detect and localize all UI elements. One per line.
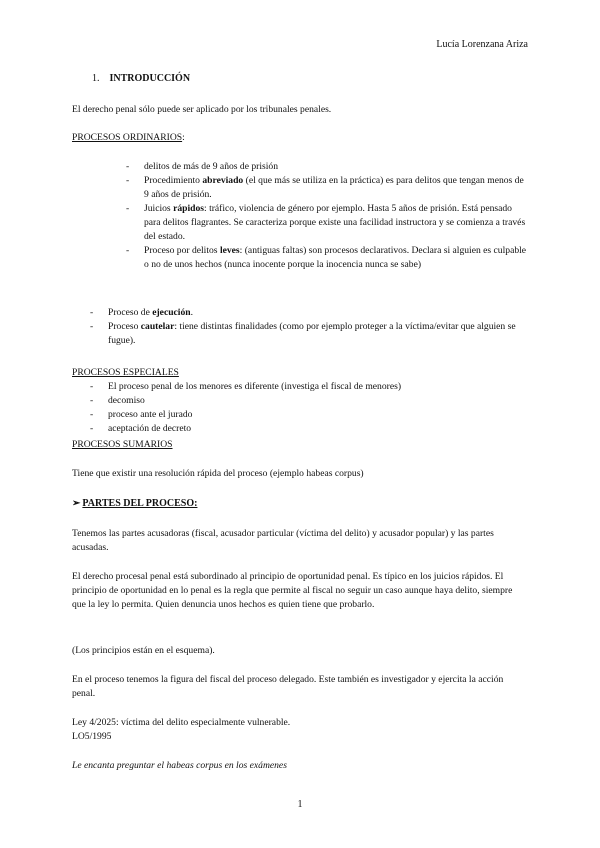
item-text: : (antiguas faltas) son procesos declarativos. Declara si alguien es culpable o no de unos hechos (nunca inocente porque la inocencia nunca se sabe) xyxy=(144,245,527,270)
list-item xyxy=(126,202,530,244)
item-text: Proceso xyxy=(108,321,141,332)
item-text: delitos de más de 9 años de prisión xyxy=(144,161,279,172)
item-bold: rápidos xyxy=(173,203,204,214)
section-title xyxy=(92,72,190,86)
partes-heading xyxy=(72,497,197,511)
item-text: Proceso de xyxy=(108,307,153,318)
partes-paragraph-2: El derecho procesal penal está subordinado al principio de oportunidad penal. Es típico en los juicios rápidos. El principio de oportunidad en lo penal es la regla que permite al fiscal no seguir un caso aunque haya delito, siempre que la ley lo permita. Quien denuncia unos hechos es quien tiene que probarlo. xyxy=(72,571,513,610)
list-item xyxy=(90,306,530,320)
list-item: - decomiso xyxy=(90,394,530,408)
arrow-bullet-icon: ➢ xyxy=(72,498,81,509)
partes-paragraph-1: Tenemos las partes acusadoras (fiscal, acusador particular (víctima del delito) y acusador popular) y las partes acusadas. xyxy=(72,528,494,553)
sumarios-heading: PROCESOS SUMARIOS xyxy=(72,439,173,450)
ordinarios-heading-colon: : xyxy=(182,132,185,143)
item-text: : tiene distintas finalidades (como por ejemplo proteger a la víctima/evitar que alguien se fugue). xyxy=(108,321,516,346)
list-item xyxy=(126,160,530,174)
item-text: Procedimiento xyxy=(144,175,203,186)
list-item xyxy=(126,244,530,272)
ordinarios-extra-list xyxy=(90,306,530,348)
item-bold: ejecución xyxy=(152,307,191,318)
intro-paragraph: El derecho penal sólo puede ser aplicado por los tribunales penales. xyxy=(72,104,332,115)
exam-note: Le encanta preguntar el habeas corpus en los exámenes xyxy=(72,760,287,771)
item-text: Proceso por delitos xyxy=(144,245,220,256)
section-title-text: INTRODUCCIÓN xyxy=(109,73,191,84)
ordinarios-heading xyxy=(72,131,528,145)
list-item: - proceso ante el jurado xyxy=(90,408,530,422)
sumarios-paragraph: Tiene que existir una resolución rápida del proceso (ejemplo habeas corpus) xyxy=(72,468,364,479)
partes-paragraph-3: (Los principios están en el esquema). xyxy=(72,645,215,656)
list-item: - aceptación de decreto xyxy=(90,422,530,436)
author-name: Lucía Lorenzana Ariza xyxy=(436,39,528,50)
item-bold: cautelar xyxy=(140,321,175,332)
ley-line: Ley 4/2025: víctima del delito especialmente vulnerable. xyxy=(72,717,291,728)
especiales-list xyxy=(90,380,530,436)
especiales-heading: PROCESOS ESPECIALES xyxy=(72,367,179,378)
partes-paragraph-4: En el proceso tenemos la figura del fiscal del proceso delegado. Este también es investigador y ejercita la acción penal. xyxy=(72,674,504,699)
list-item xyxy=(126,174,530,202)
item-bold: leves xyxy=(219,245,240,256)
item-bold: abreviado xyxy=(202,175,244,186)
ordinarios-heading-text: PROCESOS ORDINARIOS xyxy=(72,132,183,143)
item-text: (el que más se utiliza en la práctica) es para delitos que tengan menos de 9 años de prisión. xyxy=(144,175,524,200)
partes-heading-text: PARTES DEL PROCESO: xyxy=(82,498,198,509)
item-text: Juicios xyxy=(144,203,174,214)
page-number: 1 xyxy=(297,799,303,810)
lo-line: LO5/1995 xyxy=(72,731,112,742)
list-item: - El proceso penal de los menores es diferente (investiga el fiscal de menores) xyxy=(90,380,530,394)
ordinarios-list xyxy=(126,160,530,272)
item-text: : tráfico, violencia de género por ejemplo. Hasta 5 años de prisión. Está pensado para delitos flagrantes. Se caracteriza porque existe una facilidad instructora y se comienza a través del estado. xyxy=(144,203,526,242)
item-text: . xyxy=(190,307,194,318)
section-number: 1. xyxy=(92,73,100,84)
list-item xyxy=(90,320,530,348)
